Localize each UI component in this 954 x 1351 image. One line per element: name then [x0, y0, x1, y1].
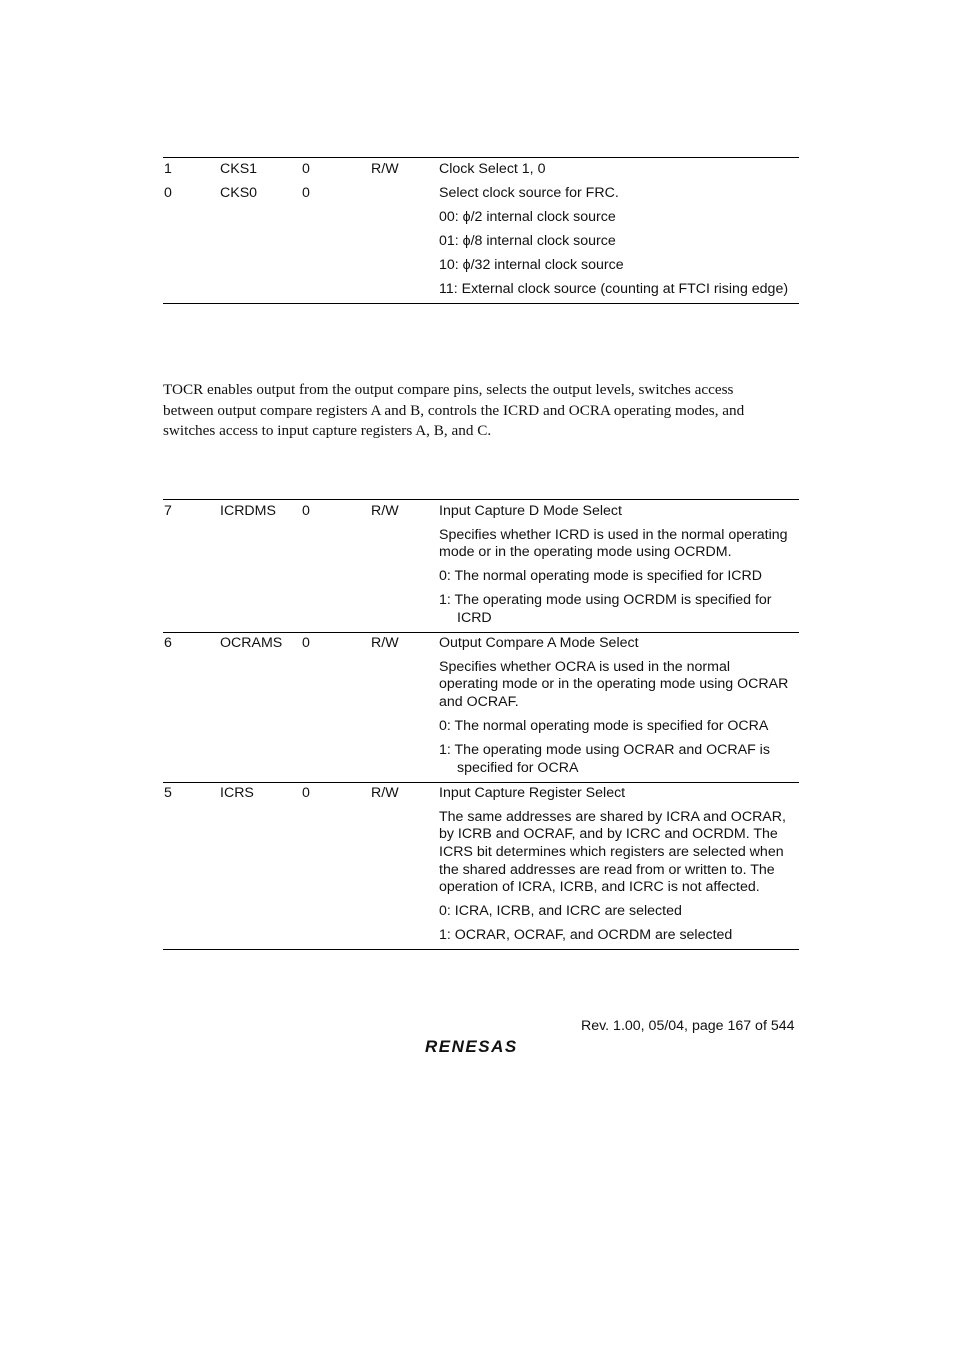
bit-name: ICRS [220, 785, 254, 801]
description-line: 11: External clock source (counting at FTCI rising edge) [439, 281, 789, 297]
table-bottom-rule [163, 949, 799, 950]
bit-number: 6 [164, 635, 172, 651]
description-title: Input Capture D Mode Select [439, 503, 622, 519]
svg-text:RENESAS: RENESAS [425, 1037, 518, 1056]
description-line: 1: The operating mode using OCRDM is specified for [439, 592, 772, 608]
description-line: ICRD [457, 610, 492, 626]
paragraph-line: TOCR enables output from the output compare pins, selects the output levels, switches access [163, 381, 734, 398]
table-top-rule [163, 157, 799, 158]
read-write: R/W [371, 785, 399, 801]
description-line: 01: ϕ/8 internal clock source [439, 233, 616, 249]
description-line: 10: ϕ/32 internal clock source [439, 257, 624, 273]
paragraph-line: switches access to input capture registers A, B, and C. [163, 422, 492, 440]
page-info: Rev. 1.00, 05/04, page 167 of 544 [581, 1018, 795, 1034]
description-line: 1: The operating mode using OCRAR and OCRAF is [439, 742, 770, 758]
description-line: mode or in the operating mode using OCRDM. [439, 544, 732, 560]
bit-number: 7 [164, 503, 172, 519]
row-divider [163, 782, 799, 783]
bit-name: ICRDMS [220, 503, 276, 519]
register-table-tocr-bits [163, 499, 799, 954]
paragraph-line: between output compare registers A and B, controls the ICRD and OCRA operating modes, and [163, 401, 745, 419]
description-title: Output Compare A Mode Select [439, 635, 639, 651]
description-line: Select clock source for FRC. [439, 185, 619, 201]
read-write: R/W [371, 503, 399, 519]
description-line: The same addresses are shared by ICRA and OCRAR, [439, 809, 786, 825]
description-line: the shared addresses are read from or written to. The [439, 862, 775, 878]
description-line: 0: The normal operating mode is specified for OCRA [439, 718, 769, 734]
read-write: R/W [371, 635, 399, 651]
tocr-description-paragraph [163, 380, 803, 442]
description-line: 00: ϕ/2 internal clock source [439, 209, 616, 225]
description-line: 0: ICRA, ICRB, and ICRC are selected [439, 903, 682, 919]
description-line: Specifies whether ICRD is used in the normal operating [439, 527, 788, 543]
description-line: 1: OCRAR, OCRAF, and OCRDM are selected [439, 927, 733, 943]
description-line: operating mode or in the operating mode using OCRAR [439, 676, 789, 692]
initial-value: 0 [302, 635, 310, 651]
description-line: ICRS bit determines which registers are selected when [439, 844, 784, 860]
table-bottom-rule [163, 303, 799, 304]
description-title: Input Capture Register Select [439, 785, 626, 801]
description-line: by ICRB and OCRAF, and by ICRC and OCRDM. The [439, 826, 778, 842]
bit-name: OCRAMS [220, 635, 283, 651]
table-top-rule [163, 499, 799, 500]
initial-value: 0 [302, 785, 310, 801]
row-divider [163, 632, 799, 633]
bit-number: 1 [164, 161, 172, 177]
read-write: R/W [371, 161, 399, 177]
initial-value: 0 [302, 161, 310, 177]
description-line: 0: The normal operating mode is specified for ICRD [439, 568, 763, 584]
bit-number: 5 [164, 785, 172, 801]
description-line: Specifies whether OCRA is used in the normal [439, 659, 730, 675]
description-line: specified for OCRA [457, 760, 579, 776]
register-table-tcsr-bits [163, 157, 799, 307]
initial-value: 0 [302, 503, 310, 519]
description-line: Clock Select 1, 0 [439, 161, 546, 177]
bit-name: CKS1 [220, 161, 258, 177]
bit-name: CKS0 [220, 185, 258, 201]
description-line: operation of ICRA, ICRB, and ICRC is not affected. [439, 879, 760, 895]
renesas-logo-mark [423, 1036, 541, 1056]
initial-value: 0 [302, 185, 310, 201]
bit-number: 0 [164, 185, 172, 201]
description-line: and OCRAF. [439, 694, 519, 710]
renesas-logo [423, 1036, 541, 1061]
